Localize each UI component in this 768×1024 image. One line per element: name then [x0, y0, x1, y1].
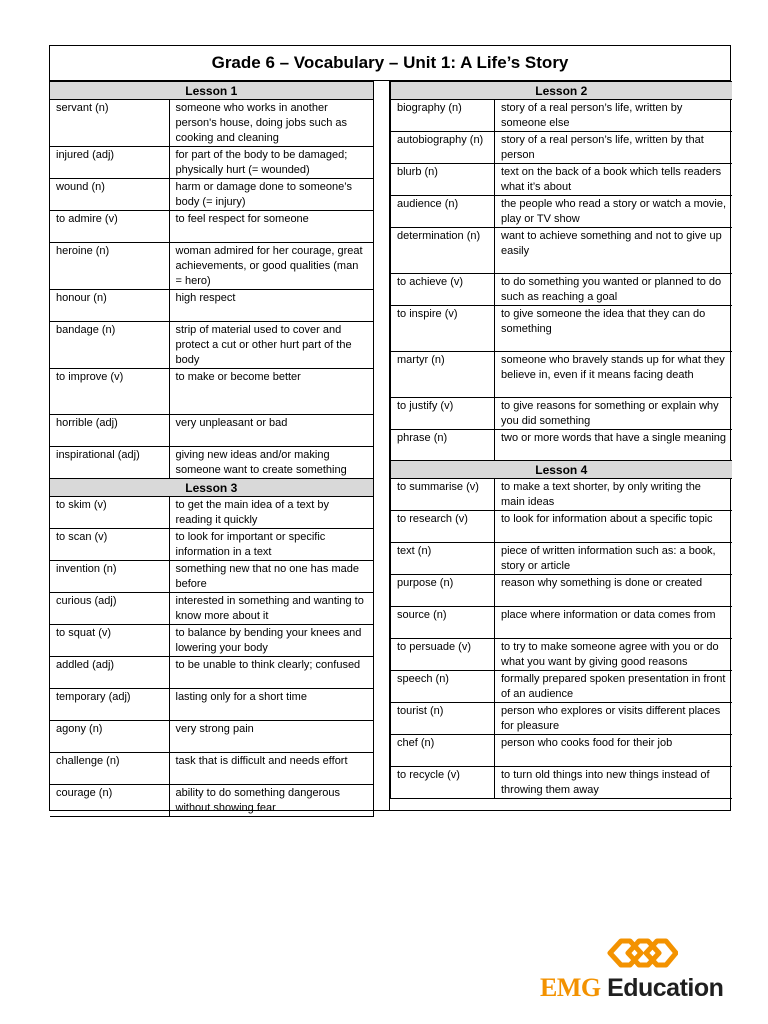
lesson-heading: Lesson 3 — [50, 479, 373, 497]
vocab-definition: person who cooks food for their job — [495, 735, 732, 767]
vocab-definition: to give someone the idea that they can do something — [495, 306, 732, 352]
vocab-term: to skim (v) — [50, 497, 169, 529]
vocab-row — [50, 447, 373, 479]
vocab-row — [50, 211, 373, 243]
vocab-row — [50, 322, 373, 369]
vocab-definition: someone who bravely stands up for what they believe in, even if it means facing death — [495, 352, 732, 398]
vocab-row — [391, 132, 732, 164]
vocab-term: invention (n) — [50, 561, 169, 593]
vocab-row — [391, 228, 732, 274]
vocab-term: source (n) — [391, 607, 495, 639]
right-column — [390, 81, 731, 799]
vocab-row — [391, 543, 732, 575]
vocab-definition: to do something you wanted or planned to do such as reaching a goal — [495, 274, 732, 306]
vocab-term: speech (n) — [391, 671, 495, 703]
brand-name — [540, 973, 723, 1003]
vocab-definition: woman admired for her courage, great achievements, or good qualities (man = hero) — [169, 243, 373, 290]
vocab-definition: text on the back of a book which tells readers what it’s about — [495, 164, 732, 196]
vocab-definition: to feel respect for someone — [169, 211, 373, 243]
vocab-term: chef (n) — [391, 735, 495, 767]
vocab-row — [391, 196, 732, 228]
vocab-row — [391, 607, 732, 639]
vocab-term: bandage (n) — [50, 322, 169, 369]
vocab-term: determination (n) — [391, 228, 495, 274]
vocab-row — [50, 561, 373, 593]
vocab-row — [50, 100, 373, 147]
vocab-term: honour (n) — [50, 290, 169, 322]
vocab-definition: someone who works in another person's house, doing jobs such as cooking and cleaning — [169, 100, 373, 147]
emg-education-logo — [540, 935, 750, 1005]
vocab-row — [391, 639, 732, 671]
vocab-term: audience (n) — [391, 196, 495, 228]
vocab-definition: to make a text shorter, by only writing the main ideas — [495, 479, 732, 511]
left-column — [50, 81, 373, 817]
vocab-definition: to be unable to think clearly; confused — [169, 657, 373, 689]
lesson-header-row — [391, 461, 732, 479]
lesson-heading: Lesson 1 — [50, 82, 373, 100]
vocab-definition: want to achieve something and not to give up easily — [495, 228, 732, 274]
vocab-term: courage (n) — [50, 785, 169, 817]
vocab-row — [50, 147, 373, 179]
vocab-row — [391, 306, 732, 352]
vocab-definition: ability to do something dangerous without showing fear — [169, 785, 373, 817]
vocab-row — [391, 735, 732, 767]
vocab-definition: to look for important or specific information in a text — [169, 529, 373, 561]
vocab-term: wound (n) — [50, 179, 169, 211]
vocab-term: injured (adj) — [50, 147, 169, 179]
vocab-term: blurb (n) — [391, 164, 495, 196]
vocab-row — [391, 511, 732, 543]
lesson-header-row — [50, 82, 373, 100]
vocab-definition: formally prepared spoken presentation in front of an audience — [495, 671, 732, 703]
vocab-definition: two or more words that have a single meaning — [495, 430, 732, 461]
vocab-row — [391, 398, 732, 430]
vocab-term: agony (n) — [50, 721, 169, 753]
vocab-row — [50, 290, 373, 322]
vocab-row — [50, 369, 373, 415]
vocab-row — [50, 179, 373, 211]
vocab-term: inspirational (adj) — [50, 447, 169, 479]
vocab-row — [50, 415, 373, 447]
vocab-term: purpose (n) — [391, 575, 495, 607]
vocab-definition: giving new ideas and/or making someone want to create something — [169, 447, 373, 479]
brand-education: Education — [607, 974, 724, 1002]
page-title: Grade 6 – Vocabulary – Unit 1: A Life’s Story — [50, 46, 730, 81]
vocab-definition: reason why something is done or created — [495, 575, 732, 607]
vocab-row — [50, 657, 373, 689]
vocab-row — [391, 479, 732, 511]
vocab-term: to squat (v) — [50, 625, 169, 657]
lesson-heading: Lesson 4 — [391, 461, 732, 479]
vocab-row — [391, 671, 732, 703]
vocab-term: tourist (n) — [391, 703, 495, 735]
vocab-row — [50, 689, 373, 721]
vocab-term: text (n) — [391, 543, 495, 575]
vocab-term: autobiography (n) — [391, 132, 495, 164]
column-gap — [373, 81, 390, 810]
vocab-definition: the people who read a story or watch a movie, play or TV show — [495, 196, 732, 228]
vocab-term: to recycle (v) — [391, 767, 495, 799]
vocab-definition: to make or become better — [169, 369, 373, 415]
vocab-row — [50, 753, 373, 785]
vocab-row — [50, 625, 373, 657]
vocab-row — [391, 703, 732, 735]
vocab-definition: high respect — [169, 290, 373, 322]
lesson-header-row — [50, 479, 373, 497]
vocab-definition: very strong pain — [169, 721, 373, 753]
vocab-definition: to look for information about a specific topic — [495, 511, 732, 543]
vocab-term: challenge (n) — [50, 753, 169, 785]
vocab-term: heroine (n) — [50, 243, 169, 290]
lesson-header-row — [391, 82, 732, 100]
vocab-term: to research (v) — [391, 511, 495, 543]
vocab-row — [50, 593, 373, 625]
vocab-row — [50, 529, 373, 561]
vocab-definition: task that is difficult and needs effort — [169, 753, 373, 785]
vocab-row — [391, 575, 732, 607]
vocabulary-sheet — [49, 45, 731, 814]
vocab-term: to persuade (v) — [391, 639, 495, 671]
vocab-row — [50, 243, 373, 290]
vocab-row — [391, 430, 732, 461]
vocab-row — [50, 721, 373, 753]
vocab-term: addled (adj) — [50, 657, 169, 689]
vocab-definition: interested in something and wanting to know more about it — [169, 593, 373, 625]
vocab-term: to achieve (v) — [391, 274, 495, 306]
vocab-definition: something new that no one has made before — [169, 561, 373, 593]
vocab-term: to inspire (v) — [391, 306, 495, 352]
vocab-row — [50, 497, 373, 529]
vocab-term: servant (n) — [50, 100, 169, 147]
vocab-term: to summarise (v) — [391, 479, 495, 511]
vocab-row — [391, 767, 732, 799]
vocab-row — [391, 164, 732, 196]
vocab-term: temporary (adj) — [50, 689, 169, 721]
vocab-definition: strip of material used to cover and protect a cut or other hurt part of the body — [169, 322, 373, 369]
vocab-definition: to balance by bending your knees and lowering your body — [169, 625, 373, 657]
vocab-definition: lasting only for a short time — [169, 689, 373, 721]
vocab-definition: person who explores or visits different places for pleasure — [495, 703, 732, 735]
vocab-row — [391, 274, 732, 306]
vocab-definition: for part of the body to be damaged; physically hurt (= wounded) — [169, 147, 373, 179]
vocab-row — [50, 785, 373, 817]
vocab-definition: to get the main idea of a text by reading it quickly — [169, 497, 373, 529]
vocab-definition: to try to make someone agree with you or do what you want by giving good reasons — [495, 639, 732, 671]
vocab-definition: piece of written information such as: a book, story or article — [495, 543, 732, 575]
vocab-term: biography (n) — [391, 100, 495, 132]
brand-emg: EMG — [540, 973, 601, 1002]
vocab-term: phrase (n) — [391, 430, 495, 461]
vocab-term: to admire (v) — [50, 211, 169, 243]
vocab-definition: to give reasons for something or explain why you did something — [495, 398, 732, 430]
chain-links-icon — [606, 935, 678, 969]
vocab-definition: very unpleasant or bad — [169, 415, 373, 447]
vocab-definition: to turn old things into new things instead of throwing them away — [495, 767, 732, 799]
vocab-term: curious (adj) — [50, 593, 169, 625]
lesson-heading: Lesson 2 — [391, 82, 732, 100]
vocab-definition: story of a real person’s life, written by someone else — [495, 100, 732, 132]
vocab-row — [391, 352, 732, 398]
vocab-term: to justify (v) — [391, 398, 495, 430]
vocab-definition: story of a real person’s life, written by that person — [495, 132, 732, 164]
vocab-definition: place where information or data comes from — [495, 607, 732, 639]
vocab-definition: harm or damage done to someone’s body (= injury) — [169, 179, 373, 211]
vocab-term: to scan (v) — [50, 529, 169, 561]
vocab-term: martyr (n) — [391, 352, 495, 398]
vocab-term: to improve (v) — [50, 369, 169, 415]
vocab-row — [391, 100, 732, 132]
vocab-term: horrible (adj) — [50, 415, 169, 447]
